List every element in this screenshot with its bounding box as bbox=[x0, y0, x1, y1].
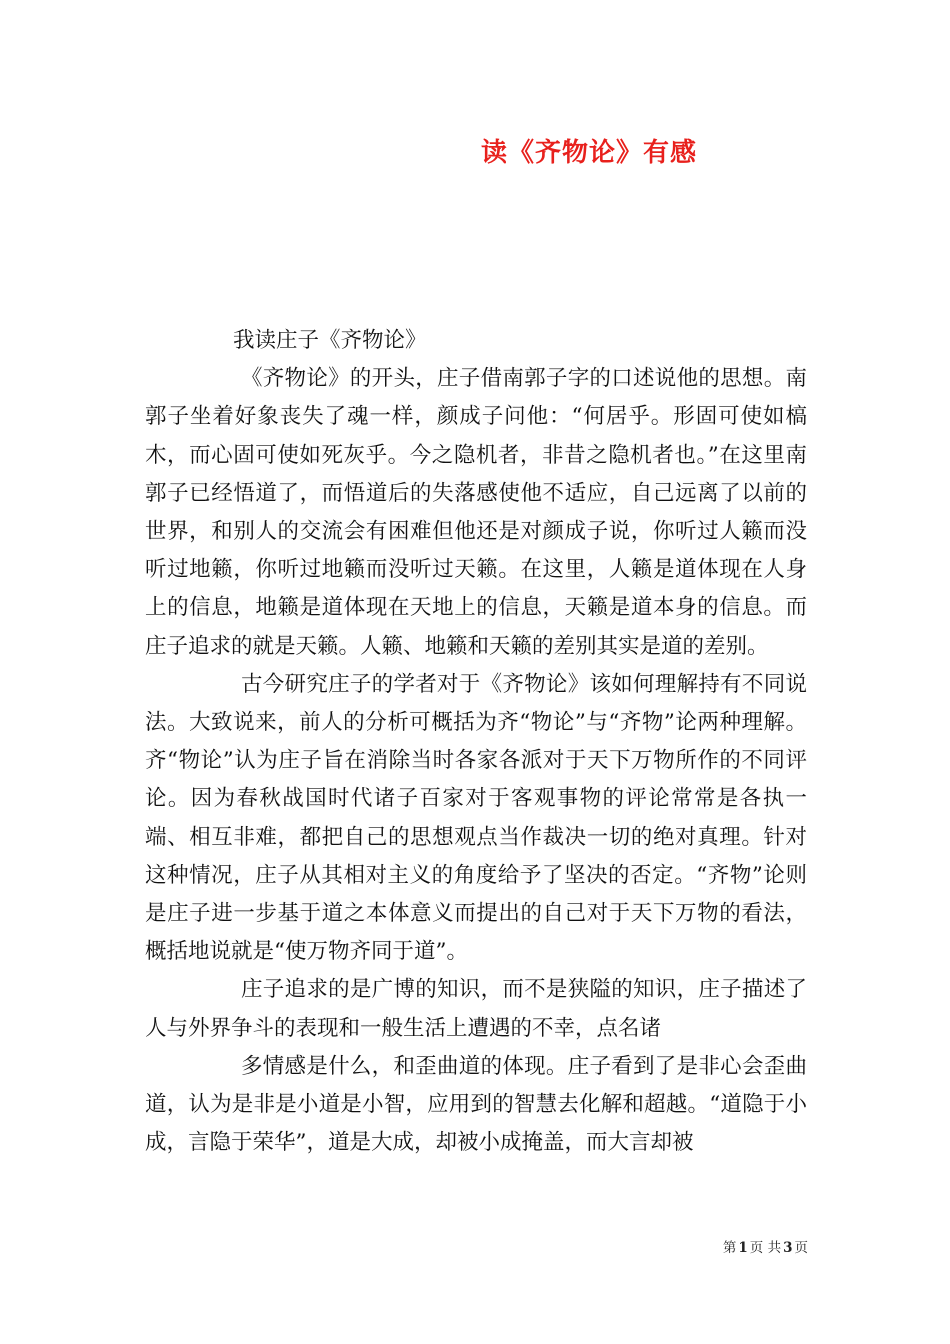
footer-suffix: 页 bbox=[794, 1240, 808, 1256]
page-footer bbox=[723, 1236, 808, 1256]
document-title: 读《齐物论》有感 bbox=[480, 138, 697, 168]
paragraph-1: 《齐物论》的开头，庄子借南郭子字的口述说他的思想。南郭子坐着好象丧失了魂一样，颜成子问他：“何居乎。形固可使如槁木，而心固可使如死灰乎。今之隐机者，非昔之隐机者也。”在这里南郭子已经悟道了，而悟道后的失落感使他不适应，自己远离了以前的世界，和别人的交流会有困难但他还是对颜成子说，你听过人籁而没听过地籁，你听过地籁而没听过天籁。在这里，人籁是道体现在人身上的信息，地籁是道体现在天地上的信息，天籁是道本身的信息。而庄子追求的就是天籁。人籁、地籁和天籁的差别其实是道的差别。 bbox=[145, 366, 807, 659]
page-number: 1 bbox=[738, 1240, 748, 1256]
footer-middle: 页 共 bbox=[749, 1240, 782, 1256]
total-pages: 3 bbox=[783, 1240, 793, 1256]
paragraph-2: 古今研究庄子的学者对于《齐物论》该如何理解持有不同说法。大致说来，前人的分析可概括为齐“物论”与“齐物”论两种理解。齐“物论”认为庄子旨在消除当时各家各派对于天下万物所作的不同评论。因为春秋战国时代诸子百家对于客观事物的评论常常是各执一端、相互非难，都把自己的思想观点当作裁决一切的绝对真理。针对这种情况，庄子从其相对主义的角度给予了坚决的否定。“齐物”论则是庄子进一步基于道之本体意义而提出的自己对于天下万物的看法，概括地说就是“使万物齐同于道”。 bbox=[145, 671, 808, 965]
subheading: 我读庄子《齐物论》 bbox=[233, 328, 427, 353]
paragraph-3: 庄子追求的是广博的知识，而不是狭隘的知识，庄子描述了人与外界争斗的表现和一般生活上遭遇的不幸，点名诸 bbox=[145, 977, 807, 1041]
paragraph-4: 多情感是什么，和歪曲道的体现。庄子看到了是非心会歪曲道，认为是非是小道是小智，应用到的智慧去化解和超越。“道隐于小成，言隐于荣华”，道是大成，却被小成掩盖，而大言却被 bbox=[145, 1053, 807, 1156]
document-body bbox=[145, 322, 807, 1162]
footer-prefix: 第 bbox=[722, 1240, 737, 1256]
